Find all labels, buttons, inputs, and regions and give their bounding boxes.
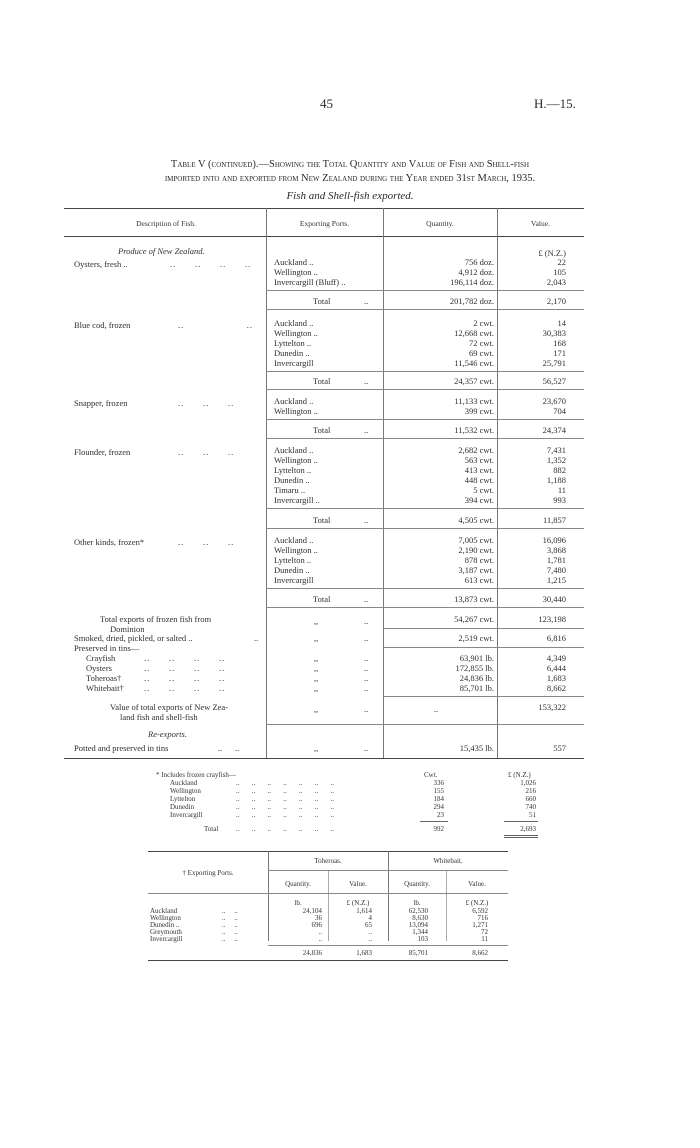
leader-dots: .. .. <box>222 907 238 915</box>
total-label: Total <box>313 515 331 525</box>
footnote-value: 1,026 <box>520 779 536 787</box>
value-cell: 22 <box>557 257 566 267</box>
ditto-mark: ,, <box>314 633 319 643</box>
whitebait-quantity: 62,530 <box>408 907 428 915</box>
quantity-cell: 69 cwt. <box>468 348 494 358</box>
footnote-title: * Includes frozen crayfish— <box>156 771 236 779</box>
table-subtitle: Fish and Shell-fish exported. <box>286 190 414 202</box>
whitebait-value: 6,592 <box>472 907 488 915</box>
total-label: Total <box>313 376 331 386</box>
footnote-port: Wellington <box>170 787 201 795</box>
whitebait-quantity-header: Quantity. <box>404 880 430 888</box>
whitebait-value: 72 <box>481 928 488 936</box>
value-cell: 16,096 <box>542 535 566 545</box>
row-label-blue-cod: Blue cod, frozen <box>74 320 131 330</box>
leader-dots: .. <box>364 376 369 386</box>
footnote-total-cwt: 992 <box>433 825 444 833</box>
subtotal-rule <box>266 419 584 420</box>
port-name: Auckland .. <box>274 257 314 267</box>
ditto-mark: ,, <box>314 663 319 673</box>
port-name: Wellington .. <box>274 267 318 277</box>
footnote-port: Lyttelton <box>170 795 196 803</box>
table-bottom-rule <box>64 758 584 759</box>
subtotal-rule <box>266 508 584 509</box>
leader-dots: .. .. .. .. .. .. .. <box>236 787 334 795</box>
toheroas-value: .. <box>368 928 372 936</box>
quantity-cell: 7,005 cwt. <box>458 535 494 545</box>
quantity-cell: 12,668 cwt. <box>454 328 494 338</box>
quantity-cell: 196,114 doz. <box>450 277 494 287</box>
toheroas-value: .. <box>368 935 372 943</box>
value-cell: 4,349 <box>546 653 566 663</box>
whitebait-quantity: 8,630 <box>412 914 428 922</box>
column-header-quantity: Quantity. <box>426 219 454 228</box>
quantity-cell: 2,682 cwt. <box>458 445 494 455</box>
unit-label: £ (N.Z.) <box>465 899 489 907</box>
port-name: Timaru .. <box>274 485 306 495</box>
toheroas-value: 1,614 <box>356 907 372 915</box>
potted-quantity: 15,435 lb. <box>459 743 494 753</box>
whitebait-quantity: 1,344 <box>412 928 428 936</box>
leader-dots: .. <box>364 743 369 753</box>
section-heading-reexports: Re-exports. <box>148 729 187 739</box>
leader-dots: .. <box>364 663 369 673</box>
leader-dots: .. .. <box>222 935 238 943</box>
quantity-cell: 11,546 cwt. <box>454 358 494 368</box>
row-label-snapper: Snapper, frozen <box>74 398 128 408</box>
total-value: 30,440 <box>542 594 566 604</box>
port-name: Auckland .. <box>274 396 314 406</box>
footnote-rule <box>504 821 538 822</box>
port-name: Dunedin .. <box>274 475 310 485</box>
footnote-cwt: 155 <box>433 787 444 795</box>
footnote-total-value: 2,693 <box>520 825 536 833</box>
toheroas-quantity: 696 <box>311 921 322 929</box>
value-cell: 882 <box>553 465 566 475</box>
quantity-cell: 563 cwt. <box>464 455 494 465</box>
quantity-cell: 756 doz. <box>464 257 494 267</box>
smoked-value: 6,816 <box>546 633 566 643</box>
table-header-rule <box>64 236 584 237</box>
value-cell: 1,781 <box>546 555 566 565</box>
bottom-port: Auckland <box>150 907 178 915</box>
port-name: Dunedin .. <box>274 565 310 575</box>
subtotal-rule <box>383 647 584 648</box>
subtotal-rule <box>266 309 584 310</box>
toheroas-value: 65 <box>365 921 372 929</box>
quantity-cell: 878 cwt. <box>464 555 494 565</box>
toheroas-value: 4 <box>368 914 372 922</box>
whitebait-quantity: 13,094 <box>408 921 428 929</box>
total-quantity: 4,505 cwt. <box>458 515 494 525</box>
quantity-cell: 172,855 lb. <box>455 663 494 673</box>
ditto-mark: ,, <box>314 743 319 753</box>
leader-dots: .. .. <box>218 743 240 753</box>
leader-dots: .. .. .. .. <box>144 673 226 683</box>
footnote-cwt: 294 <box>433 803 444 811</box>
total-value: 2,170 <box>546 296 566 306</box>
port-name: Dunedin .. <box>274 348 310 358</box>
quantity-cell: 394 cwt. <box>464 495 494 505</box>
bottom-table-header-rule <box>148 893 508 894</box>
grand-total-value: 153,322 <box>538 702 566 712</box>
port-name: Lyttelton .. <box>274 465 312 475</box>
toheroas-header: Toheroas. <box>314 857 342 865</box>
subtotal-rule <box>266 724 584 725</box>
leader-dots: .. <box>364 296 369 306</box>
footnote-value: 216 <box>525 787 536 795</box>
footnote-value: 660 <box>525 795 536 803</box>
leader-dots: .. .. .. <box>178 398 235 408</box>
subtotal-rule <box>266 290 584 291</box>
leader-dots: .. <box>364 616 369 626</box>
frozen-total-label: Total exports of frozen fish from <box>100 614 212 624</box>
quantity-cell: 413 cwt. <box>464 465 494 475</box>
value-cell: 1,215 <box>546 575 566 585</box>
currency-unit: £ (N.Z.) <box>538 248 566 258</box>
subtotal-rule <box>266 588 584 589</box>
subtotal-rule <box>266 438 584 439</box>
column-header-description: Description of Fish. <box>136 219 196 228</box>
toheroas-quantity: 24,104 <box>302 907 322 915</box>
whitebait-total-value: 8,662 <box>472 949 488 957</box>
quantity-cell: 3,187 cwt. <box>458 565 494 575</box>
table-top-rule <box>64 208 584 209</box>
subtotal-rule <box>266 389 584 390</box>
value-cell: 25,791 <box>542 358 566 368</box>
bottom-port: Wellington <box>150 914 181 922</box>
value-cell: 7,480 <box>546 565 566 575</box>
grand-total-quantity: .. <box>434 704 439 714</box>
page-number: 45 <box>320 96 333 111</box>
port-name: Invercargill .. <box>274 495 320 505</box>
subtotal-rule <box>383 696 584 697</box>
leader-dots: .. <box>364 673 369 683</box>
value-cell: 2,043 <box>546 277 566 287</box>
total-quantity: 201,782 doz. <box>449 296 494 306</box>
total-quantity: 24,357 cwt. <box>454 376 494 386</box>
grand-total-label: Value of total exports of New Zea- <box>110 702 229 712</box>
frozen-total-quantity: 54,267 cwt. <box>454 614 494 624</box>
potted-value: 557 <box>553 743 566 753</box>
quantity-cell: 85,701 lb. <box>459 683 494 693</box>
toheroas-quantity: .. <box>318 928 322 936</box>
value-cell: 23,670 <box>542 396 566 406</box>
table-title-line-1: Table V (continued).—Showing the Total Quantity and Value of Fish and Shell-fish <box>170 159 530 170</box>
port-name: Invercargill <box>274 575 314 585</box>
grand-total-label-cont: land fish and shell-fish <box>120 712 198 722</box>
leader-dots: .. .. .. .. <box>144 653 226 663</box>
unit-label: lb. <box>413 899 421 907</box>
frozen-total-value: 123,198 <box>538 614 566 624</box>
leader-dots: .. <box>254 633 259 643</box>
footnote-port: Dunedin <box>170 803 195 811</box>
ditto-mark: ,, <box>314 616 319 626</box>
leader-dots: .. .. .. <box>178 537 235 547</box>
quantity-cell: 63,901 lb. <box>459 653 494 663</box>
leader-dots: .. .. <box>178 320 253 330</box>
whitebait-value: 716 <box>477 914 488 922</box>
value-cell: 30,383 <box>542 328 566 338</box>
leader-dots: .. <box>364 653 369 663</box>
leader-dots: .. <box>364 633 369 643</box>
footnote-port: Invercargill <box>170 811 203 819</box>
ditto-mark: ,, <box>314 683 319 693</box>
quantity-cell: 5 cwt. <box>473 485 494 495</box>
quantity-cell: 24,836 lb. <box>459 673 494 683</box>
toheroas-total-quantity: 24,836 <box>302 949 322 957</box>
frozen-total-label-cont: Dominion <box>110 624 145 634</box>
row-label-oysters-tinned: Oysters <box>86 663 112 673</box>
leader-dots: .. .. .. .. <box>170 259 252 269</box>
toheroas-quantity-header: Quantity. <box>285 880 311 888</box>
bottom-port: Dunedin .. <box>150 921 180 929</box>
section-heading-produce: Produce of New Zealand. <box>118 246 205 256</box>
total-quantity: 11,532 cwt. <box>454 425 494 435</box>
footnote-value: 740 <box>525 803 536 811</box>
document-reference: H.—15. <box>534 96 576 111</box>
leader-dots: .. <box>364 515 369 525</box>
total-label: Total <box>313 594 331 604</box>
leader-dots: .. .. <box>222 914 238 922</box>
footnote-value: 51 <box>529 811 536 819</box>
footnote-cwt: 23 <box>437 811 444 819</box>
leader-dots: .. <box>364 683 369 693</box>
total-label: Total <box>313 425 331 435</box>
quantity-cell: 448 cwt. <box>464 475 494 485</box>
whitebait-value: 11 <box>481 935 488 943</box>
total-quantity: 13,873 cwt. <box>454 594 494 604</box>
whitebait-quantity: 103 <box>417 935 428 943</box>
value-cell: 1,188 <box>546 475 566 485</box>
leader-dots: .. .. .. .. .. .. .. <box>236 811 334 819</box>
leader-dots: .. .. .. <box>178 447 235 457</box>
footnote-cwt-header: Cwt. <box>424 771 438 779</box>
bottom-table-total-rule <box>268 945 508 946</box>
port-name: Auckland .. <box>274 318 314 328</box>
value-cell: 105 <box>553 267 566 277</box>
footnote-cwt: 336 <box>433 779 444 787</box>
unit-label: £ (N.Z.) <box>346 899 370 907</box>
row-label-other-kinds: Other kinds, frozen* <box>74 537 145 547</box>
toheroas-quantity: .. <box>318 935 322 943</box>
row-label-smoked: Smoked, dried, pickled, or salted .. <box>74 633 193 643</box>
whitebait-value: 1,271 <box>472 921 488 929</box>
bottom-port: Invercargill <box>150 935 183 943</box>
quantity-cell: 4,912 doz. <box>458 267 494 277</box>
bottom-table-bottom-rule <box>148 960 508 961</box>
value-cell: 6,444 <box>546 663 566 673</box>
port-name: Wellington .. <box>274 328 318 338</box>
leader-dots: .. .. .. .. .. .. .. <box>236 803 334 811</box>
leader-dots: .. .. .. .. <box>144 683 226 693</box>
port-name: Wellington .. <box>274 406 318 416</box>
ditto-mark: ,, <box>314 704 319 714</box>
whitebait-total-quantity: 85,701 <box>408 949 428 957</box>
value-cell: 7,431 <box>546 445 566 455</box>
bottom-ports-header: † Exporting Ports. <box>182 869 234 877</box>
unit-label: lb. <box>294 899 302 907</box>
value-cell: 11 <box>557 485 566 495</box>
row-label-potted: Potted and preserved in tins <box>74 743 169 753</box>
ditto-mark: ,, <box>314 673 319 683</box>
row-label-whitebait: Whitebait† <box>86 683 124 693</box>
whitebait-header: Whitebait. <box>433 857 463 865</box>
port-name: Invercargill (Bluff) .. <box>274 277 346 287</box>
total-value: 56,527 <box>542 376 566 386</box>
leader-dots: .. .. <box>222 928 238 936</box>
column-header-ports: Exporting Ports. <box>299 219 350 228</box>
quantity-cell: 2,190 cwt. <box>458 545 494 555</box>
footnote-cwt: 184 <box>433 795 444 803</box>
quantity-cell: 2 cwt. <box>473 318 494 328</box>
value-cell: 168 <box>553 338 566 348</box>
row-label-oysters: Oysters, fresh .. <box>74 259 128 269</box>
value-cell: 1,683 <box>546 673 566 683</box>
toheroas-value-header: Value. <box>349 880 367 888</box>
leader-dots: .. <box>364 594 369 604</box>
quantity-cell: 11,133 cwt. <box>454 396 494 406</box>
value-cell: 14 <box>557 318 566 328</box>
row-label-toheroas: Toheroas† <box>86 673 122 683</box>
value-cell: 1,352 <box>546 455 566 465</box>
row-label-preserved-in-tins: Preserved in tins— <box>74 643 140 653</box>
leader-dots: .. .. .. .. .. .. .. <box>236 795 334 803</box>
toheroas-total-value: 1,683 <box>356 949 372 957</box>
port-name: Wellington .. <box>274 545 318 555</box>
port-name: Auckland .. <box>274 535 314 545</box>
toheroas-quantity: 36 <box>315 914 322 922</box>
quantity-cell: 399 cwt. <box>464 406 494 416</box>
total-value: 24,374 <box>542 425 566 435</box>
leader-dots: .. <box>364 704 369 714</box>
footnote-double-rule <box>504 837 538 838</box>
footnote-double-rule <box>504 835 538 836</box>
leader-dots: .. .. .. .. <box>144 663 226 673</box>
subtotal-rule <box>266 607 584 608</box>
value-cell: 993 <box>553 495 566 505</box>
value-cell: 3,868 <box>546 545 566 555</box>
smoked-quantity: 2,519 cwt. <box>458 633 494 643</box>
port-name: Auckland .. <box>274 445 314 455</box>
subtotal-rule <box>266 528 584 529</box>
port-name: Lyttelton .. <box>274 555 312 565</box>
port-name: Invercargill <box>274 358 314 368</box>
table-title-line-2: imported into and exported from New Zealand during the Year ended 31st March, 1935. <box>164 173 536 184</box>
value-cell: 8,662 <box>546 683 566 693</box>
quantity-cell: 613 cwt. <box>464 575 494 585</box>
leader-dots: .. .. .. .. .. .. .. <box>236 825 334 833</box>
row-label-flounder: Flounder, frozen <box>74 447 131 457</box>
bottom-table-group-rule <box>268 870 508 871</box>
leader-dots: .. .. .. .. .. .. .. <box>236 779 334 787</box>
column-header-value: Value. <box>531 219 550 228</box>
bottom-port: Greymouth <box>150 928 182 936</box>
subtotal-rule <box>266 371 584 372</box>
quantity-cell: 72 cwt. <box>468 338 494 348</box>
footnote-port: Auckland <box>170 779 198 787</box>
leader-dots: .. <box>364 425 369 435</box>
value-cell: 171 <box>553 348 566 358</box>
ditto-mark: ,, <box>314 653 319 663</box>
subtotal-rule <box>383 628 584 629</box>
row-label-crayfish: Crayfish <box>86 653 116 663</box>
value-cell: 704 <box>553 406 566 416</box>
footnote-value-header: £ (N.Z.) <box>508 771 531 779</box>
footnote-rule <box>420 821 448 822</box>
port-name: Wellington .. <box>274 455 318 465</box>
whitebait-value-header: Value. <box>468 880 486 888</box>
footnote-total-label: Total <box>204 825 219 833</box>
total-value: 11,857 <box>542 515 566 525</box>
bottom-table-top-rule <box>148 851 508 852</box>
total-label: Total <box>313 296 331 306</box>
port-name: Lyttelton .. <box>274 338 312 348</box>
leader-dots: .. .. <box>222 921 238 929</box>
